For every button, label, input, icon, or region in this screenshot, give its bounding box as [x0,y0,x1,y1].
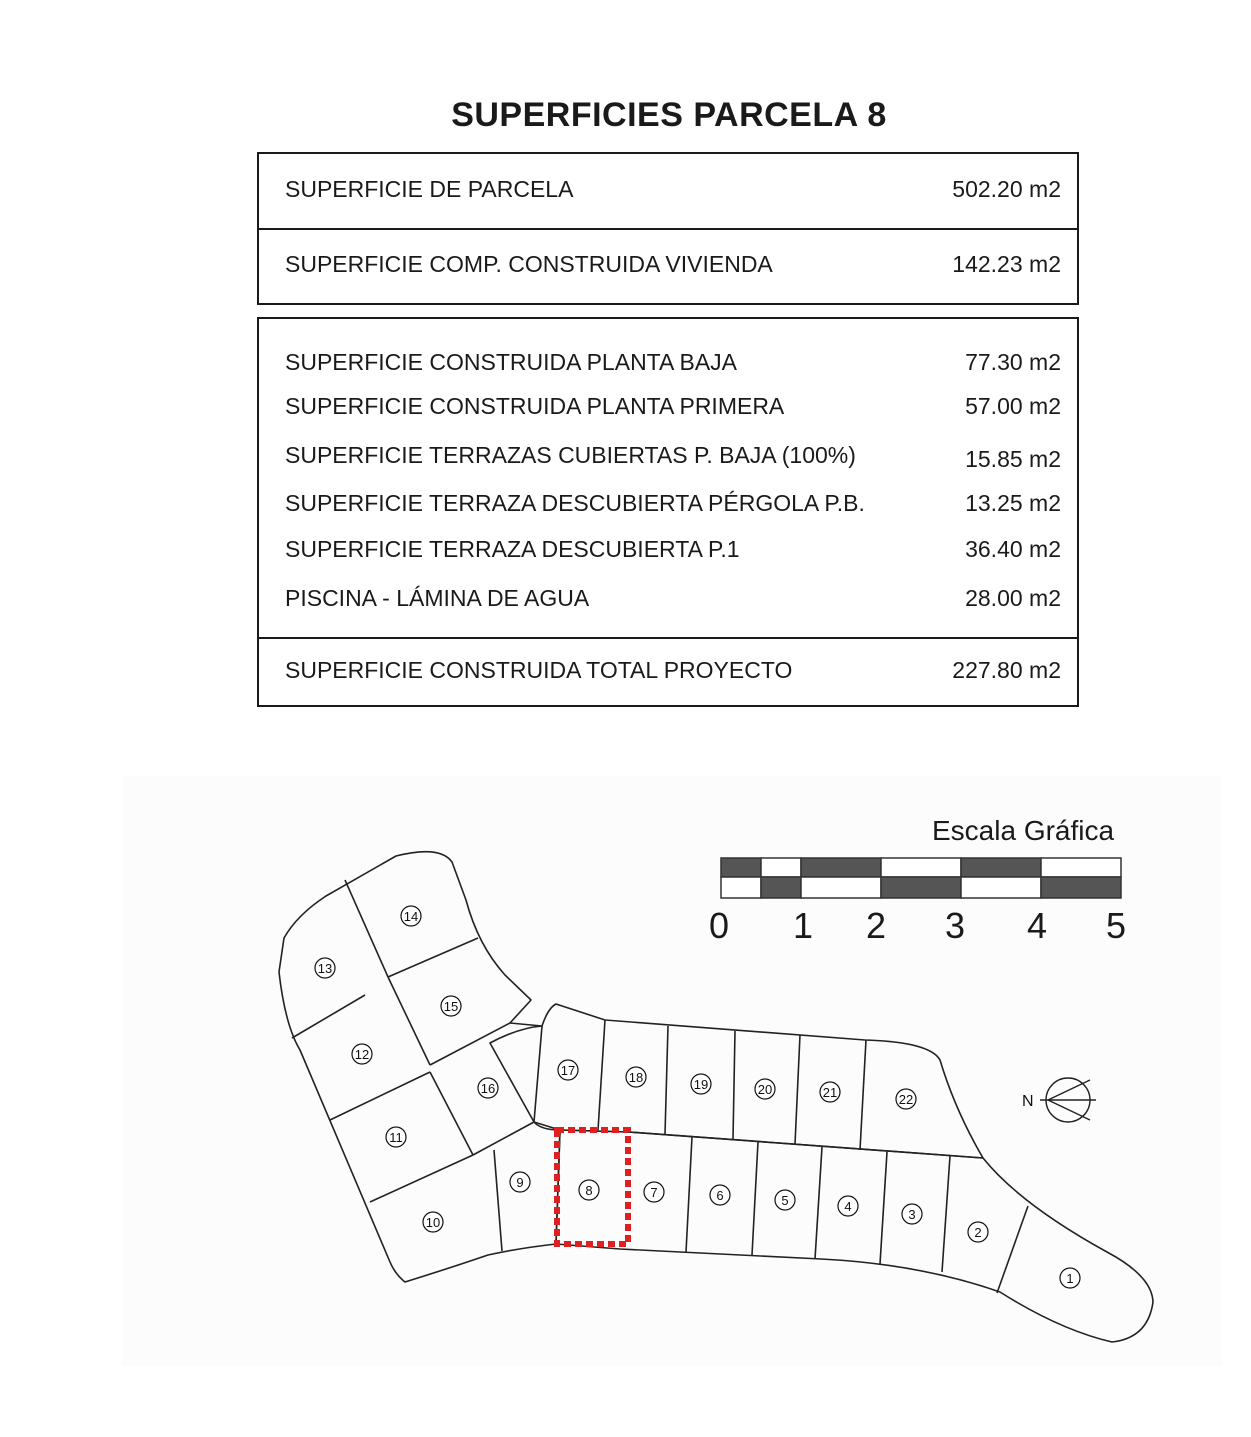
plot-marker-12 [352,1044,372,1064]
row-value: 15.85 m2 [965,446,1061,472]
plot-marker-17 [558,1060,578,1080]
scale-tick-label: 1 [793,905,814,946]
svg-text:11: 11 [389,1130,403,1145]
scale-title: Escala Gráfica [932,815,1115,846]
svg-text:3: 3 [908,1207,916,1222]
scale-tick-label: 2 [866,905,887,946]
svg-text:8: 8 [585,1183,593,1198]
svg-text:15: 15 [443,999,459,1014]
plot-marker-15 [441,996,461,1016]
plot-marker-7 [644,1182,664,1202]
plot-marker-9 [510,1172,530,1192]
row-value: 36.40 m2 [965,536,1061,562]
row-label: PISCINA - LÁMINA DE AGUA [285,585,590,611]
svg-text:9: 9 [516,1175,524,1190]
row-value: 57.00 m2 [965,393,1061,419]
row-label: SUPERFICIE TERRAZAS CUBIERTAS P. BAJA (100%) [285,442,856,468]
plot-marker-8 [579,1180,599,1200]
plot-marker-11 [386,1127,406,1147]
plot-marker-5 [775,1190,795,1210]
scale-tick-label: 0 [709,905,730,946]
svg-text:17: 17 [560,1063,576,1078]
svg-text:4: 4 [844,1199,852,1214]
plot-marker-3 [902,1204,922,1224]
svg-text:13: 13 [317,961,333,976]
scale-tick-label: 4 [1027,905,1048,946]
plot-marker-21 [820,1082,840,1102]
svg-text:10: 10 [425,1215,441,1230]
row-label: SUPERFICIE CONSTRUIDA PLANTA PRIMERA [285,393,785,419]
plot-marker-4 [838,1196,858,1216]
svg-text:1: 1 [1066,1271,1074,1286]
north-label: N [1022,1093,1034,1110]
plot-marker-16 [478,1078,498,1098]
page-title: SUPERFICIES PARCELA 8 [451,96,887,134]
row-label: SUPERFICIE TERRAZA DESCUBIERTA P.1 [285,536,740,562]
plot-marker-2 [968,1222,988,1242]
row-value: 227.80 m2 [952,657,1061,683]
svg-text:6: 6 [716,1188,724,1203]
svg-text:2: 2 [974,1225,982,1240]
plot-marker-22 [896,1089,916,1109]
row-label: SUPERFICIE CONSTRUIDA PLANTA BAJA [285,349,738,375]
plot-marker-10 [423,1212,443,1232]
graphic-scale-bar [721,858,1121,898]
plot-marker-19 [691,1074,711,1094]
row-value: 502.20 m2 [952,176,1061,202]
plot-marker-20 [755,1079,775,1099]
scale-tick-label: 5 [1106,905,1127,946]
svg-text:16: 16 [480,1081,496,1096]
svg-text:12: 12 [354,1047,370,1062]
svg-text:21: 21 [822,1085,838,1100]
svg-text:14: 14 [403,909,419,924]
row-label: SUPERFICIE COMP. CONSTRUIDA VIVIENDA [285,251,773,277]
south-strip-outline [556,1130,1153,1342]
scale-tick-label: 3 [945,905,966,946]
svg-text:19: 19 [693,1077,709,1092]
svg-text:18: 18 [628,1070,644,1085]
svg-text:20: 20 [757,1082,773,1097]
north-arrow-icon [1022,1078,1096,1122]
row-value: 13.25 m2 [965,490,1061,516]
svg-text:22: 22 [898,1092,914,1107]
row-value: 77.30 m2 [965,349,1061,375]
plot-marker-6 [710,1185,730,1205]
plot-marker-1 [1060,1268,1080,1288]
row-label: SUPERFICIE TERRAZA DESCUBIERTA PÉRGOLA P.B. [285,490,865,516]
plot-number-markers [315,906,1080,1288]
row-value: 28.00 m2 [965,585,1061,611]
plot-marker-13 [315,958,335,978]
plot-marker-14 [401,906,421,926]
row-value: 142.23 m2 [952,251,1061,277]
svg-text:5: 5 [781,1193,789,1208]
row-label: SUPERFICIE DE PARCELA [285,176,574,202]
row-label: SUPERFICIE CONSTRUIDA TOTAL PROYECTO [285,657,793,683]
svg-text:7: 7 [650,1185,658,1200]
plot-marker-18 [626,1067,646,1087]
